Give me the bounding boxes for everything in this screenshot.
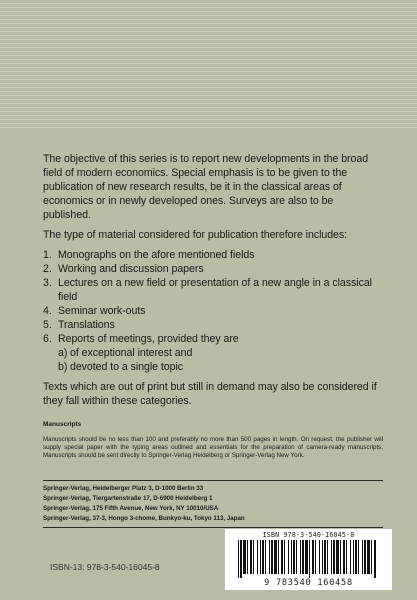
closing-paragraph: Texts which are out of print but still in demand may also be considered if they fall within these categories. — [43, 381, 377, 407]
material-list — [43, 248, 383, 374]
objective-paragraph: The objective of this series is to report new developments in the broad field of modern economics. Special emphasis is to be given to the publication of new research results, be it in the classical areas of economics or in newly developed ones. Surveys are also to be published. — [43, 153, 369, 221]
stripe-line — [0, 51, 417, 52]
barcode-bar — [247, 540, 248, 574]
barcode-bar — [284, 540, 285, 574]
stripe-line — [0, 111, 417, 112]
barcode-bar — [319, 540, 320, 574]
barcode-bar — [262, 540, 264, 574]
barcode-bar — [243, 540, 246, 574]
barcode-bar — [300, 540, 301, 574]
barcode-bar — [315, 540, 316, 574]
sub-item-letter: b) — [58, 361, 68, 373]
stripe-line — [0, 75, 417, 76]
manuscripts-section — [43, 421, 383, 460]
barcode-bar — [250, 540, 252, 574]
list-item — [43, 248, 383, 262]
barcode-bar — [327, 540, 328, 574]
sub-item — [58, 346, 383, 360]
stripe-line — [0, 19, 417, 20]
barcode-bar — [364, 540, 366, 574]
barcode-bar — [253, 540, 254, 574]
item-text: Working and discussion papers — [58, 263, 204, 275]
item-number: 4. — [43, 305, 52, 317]
barcode-bar — [331, 540, 332, 574]
barcode-bar — [333, 540, 335, 574]
stripe-line — [0, 103, 417, 104]
barcode-bar — [367, 540, 370, 574]
barcode-digits: 9 783540 160458 — [264, 578, 353, 588]
item-text: Monographs on the afore mentioned fields — [58, 249, 255, 261]
barcode-bar — [288, 540, 289, 574]
barcode-bar — [305, 540, 308, 574]
item-text: Lectures on a new field or presentation of a new angle in a classical field — [58, 277, 372, 303]
barcode-bar — [238, 540, 239, 578]
barcode-bar — [271, 540, 273, 574]
address-new-york: Springer-Verlag, 175 Fifth Avenue, New York, NY 10010/USA — [43, 505, 219, 512]
sub-item-text: devoted to a single topic — [70, 361, 184, 373]
stripe-line — [0, 39, 417, 40]
barcode — [225, 529, 392, 590]
barcode-bar — [265, 540, 266, 574]
stripe-line — [0, 127, 417, 128]
barcode-bar — [355, 540, 357, 574]
barcode-bar — [343, 540, 345, 574]
address-heidelberg: Springer-Verlag, Tiergartenstraße 17, D-6900 Heidelberg 1 — [43, 495, 213, 502]
publisher-addresses — [43, 480, 383, 528]
item-number: 6. — [43, 333, 52, 345]
stripe-band — [0, 0, 417, 131]
barcode-bar — [322, 540, 323, 574]
barcode-bar — [346, 540, 347, 574]
barcode-bar — [362, 540, 363, 574]
isbn-number: ISBN-13: 978-3-540-16045-8 — [50, 562, 160, 572]
stripe-line — [0, 15, 417, 16]
barcode-bar — [291, 540, 292, 574]
stripe-line — [0, 115, 417, 116]
sub-item-text: of exceptional interest and — [70, 347, 193, 359]
series-description — [43, 152, 383, 408]
stripe-line — [0, 63, 417, 64]
list-item — [43, 304, 383, 318]
barcode-bar — [324, 540, 326, 574]
barcode-bar — [353, 540, 354, 574]
barcode-bar — [278, 540, 279, 574]
stripe-line — [0, 83, 417, 84]
stripe-line — [0, 47, 417, 48]
stripe-line — [0, 95, 417, 96]
sub-item-letter: a) — [58, 347, 68, 359]
barcode-bar — [274, 540, 277, 574]
barcode-bar — [336, 540, 339, 574]
stripe-line — [0, 67, 417, 68]
item-text: Translations — [58, 319, 115, 331]
stripe-line — [0, 43, 417, 44]
barcode-bar — [309, 540, 310, 578]
stripe-line — [0, 55, 417, 56]
barcode-bar — [296, 540, 297, 574]
stripe-line — [0, 119, 417, 120]
stripe-line — [0, 31, 417, 32]
barcode-bar — [312, 540, 314, 574]
barcode-bar — [257, 540, 258, 574]
barcode-bar — [260, 540, 261, 574]
barcode-isbn-label: ISBN 978-3-540-16045-8 — [262, 531, 355, 539]
item-text: Reports of meetings, provided they are — [58, 333, 239, 345]
stripe-line — [0, 99, 417, 100]
sub-item — [58, 360, 383, 374]
list-item — [43, 318, 383, 332]
list-item — [43, 332, 383, 374]
address-tokyo: Springer-Verlag, 37-3, Hongo 3-chome, Bunkyo-ku, Tokyo 113, Japan — [43, 515, 245, 522]
sub-list — [58, 346, 383, 374]
stripe-line — [0, 3, 417, 4]
stripe-line — [0, 59, 417, 60]
material-lead: The type of material considered for publication therefore includes: — [43, 229, 348, 241]
list-item — [43, 262, 383, 276]
barcode-bar — [293, 540, 295, 574]
item-text: Seminar work-outs — [58, 305, 146, 317]
barcode-bar — [358, 540, 359, 574]
stripe-line — [0, 23, 417, 24]
barcode-bar — [269, 540, 270, 574]
stripe-line — [0, 27, 417, 28]
stripe-line — [0, 35, 417, 36]
item-number: 2. — [43, 263, 52, 275]
barcode-bars — [238, 540, 379, 578]
stripe-line — [0, 11, 417, 12]
barcode-bar — [371, 540, 372, 574]
item-number: 3. — [43, 277, 52, 289]
stripe-line — [0, 87, 417, 88]
stripe-line — [0, 79, 417, 80]
barcode-bar — [350, 540, 351, 574]
stripe-line — [0, 123, 417, 124]
item-number: 5. — [43, 319, 52, 331]
stripe-line — [0, 7, 417, 8]
list-item — [43, 276, 383, 304]
barcode-bar — [302, 540, 304, 574]
manuscripts-body: Manuscripts should be no less than 100 and preferably no more than 500 pages in length. On request, the publisher will supply special paper with the typing areas outlined and essentials for the preparation of camera-ready manuscripts. Manuscripts should be sent directly to Springer-Verlag Heidelberg or Springer-Verlag New York. — [43, 436, 383, 459]
stripe-line — [0, 107, 417, 108]
item-number: 1. — [43, 249, 52, 261]
barcode-bar — [374, 540, 376, 578]
stripe-line — [0, 91, 417, 92]
stripe-line — [0, 71, 417, 72]
barcode-bar — [240, 540, 242, 578]
barcode-bar — [340, 540, 341, 574]
address-berlin: Springer-Verlag, Heidelberger Platz 3, D-1000 Berlin 33 — [43, 485, 204, 492]
manuscripts-title: Manuscripts — [43, 421, 82, 428]
barcode-bar — [281, 540, 283, 574]
